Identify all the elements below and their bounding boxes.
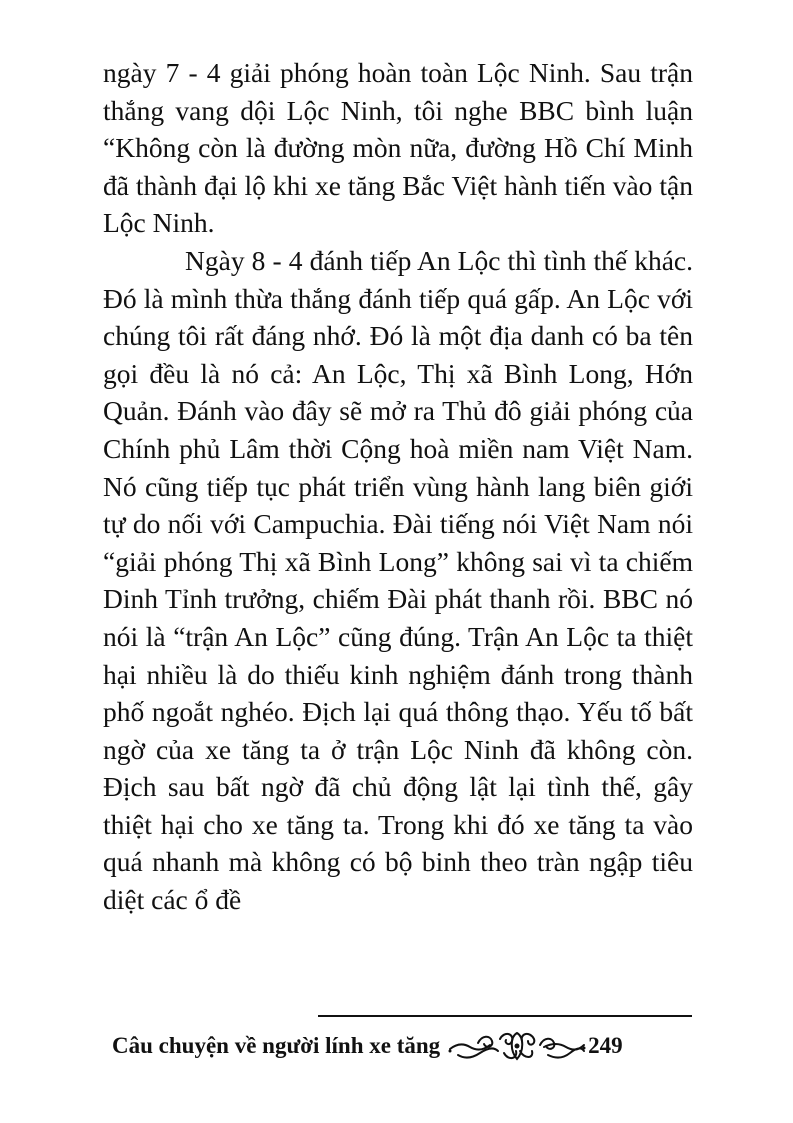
page-number: 249 (588, 1033, 623, 1058)
body-text (103, 54, 693, 919)
paragraph-1: ngày 7 - 4 giải phóng hoàn toàn Lộc Ninh. Sau trận thắng vang dội Lộc Ninh, tôi nghe BBC bình luận “Không còn là đường mòn nữa, đường Hồ Chí Minh đã thành đại lộ khi xe tăng Bắc Việt hành tiến vào tận Lộc Ninh. (103, 57, 693, 239)
running-footer (112, 1026, 695, 1066)
flourish-ornament-icon (448, 1029, 586, 1063)
paragraph-2: Ngày 8 - 4 đánh tiếp An Lộc thì tình thế khác. Đó là mình thừa thắng đánh tiếp quá gấp. An Lộc với chúng tôi rất đáng nhớ. Đó là một địa danh có ba tên gọi đều là nó cả: An Lộc, Thị xã Bình Long, Hớn Quản. Đánh vào đây sẽ mở ra Thủ đô giải phóng của Chính phủ Lâm thời Cộng hoà miền nam Việt Nam. Nó cũng tiếp tục phát triển vùng hành lang biên giới tự do nối với Campuchia. Đài tiếng nói Việt Nam nói “giải phóng Thị xã Bình Long” không sai vì ta chiếm Dinh Tỉnh trưởng, chiếm Đài phát thanh rồi. BBC nó nói là “trận An Lộc” cũng đúng. Trận An Lộc ta thiệt hại nhiều là do thiếu kinh nghiệm đánh trong thành phố ngoắt nghéo. Địch lại quá thông thạo. Yếu tố bất ngờ của xe tăng ta ở trận Lộc Ninh đã không còn. Địch sau bất ngờ đã chủ động lật lại tình thế, gây thiệt hại cho xe tăng ta. Trong khi đó xe tăng ta vào quá nhanh mà không có bộ binh theo tràn ngập tiêu diệt các ổ đề (103, 244, 693, 916)
book-title: Câu chuyện về người lính xe tăng (112, 1033, 441, 1058)
footer-rule (318, 1015, 692, 1017)
